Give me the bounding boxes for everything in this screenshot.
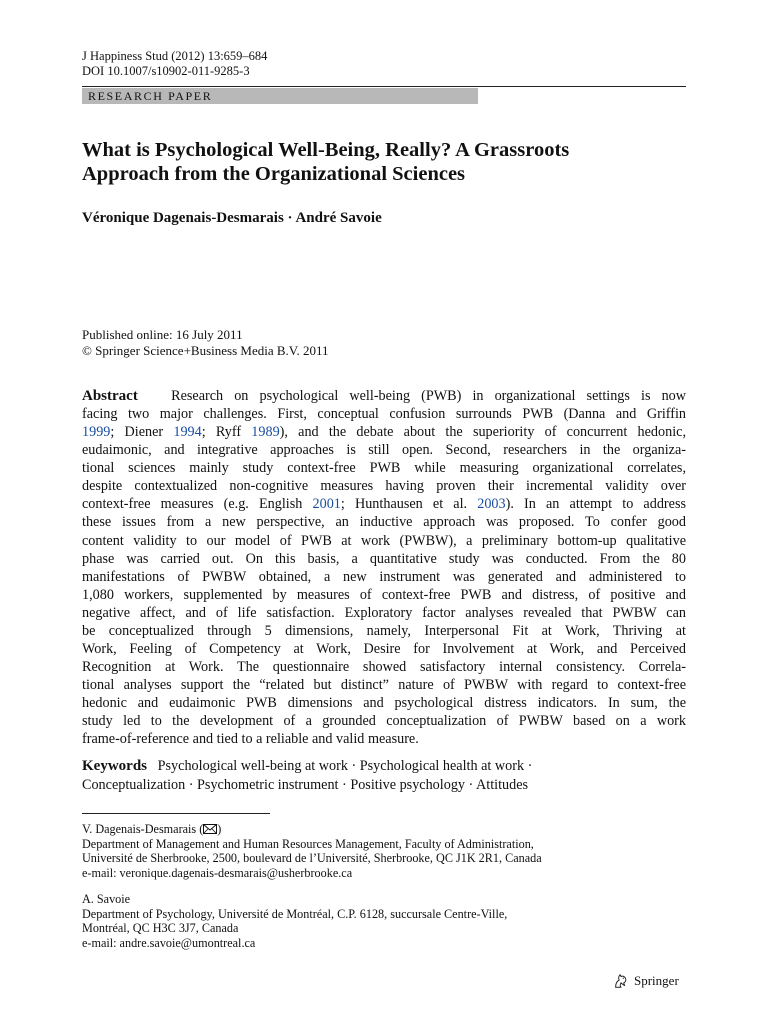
affiliation-department: Department of Psychology, Université de Montréal, C.P. 6128, succursale Centre-Ville, <box>82 906 508 921</box>
abstract-line <box>82 495 686 513</box>
abstract-line: 1,080 workers, supplemented by measures of context-free PWB and distress, of positive and <box>82 586 686 603</box>
published-online: Published online: 16 July 2011 <box>82 327 243 342</box>
publisher-name: Springer <box>634 973 679 988</box>
keywords-line <box>82 757 686 776</box>
authors: Véronique Dagenais-Desmarais · André Savoie <box>82 210 382 226</box>
publication-info <box>82 327 329 358</box>
affiliation-email[interactable]: e-mail: andre.savoie@umontreal.ca <box>82 935 256 950</box>
envelope-icon[interactable] <box>203 824 217 834</box>
abstract-line: negative affect, and of life satisfaction. Exploratory factor analyses revealed that PWBW can <box>82 604 686 621</box>
abstract-line: eudaimonic, and integrative approaches is still open. Second, researchers in the organiza- <box>82 442 686 459</box>
section-label: RESEARCH PAPER <box>82 88 478 104</box>
affiliation-name <box>82 822 542 837</box>
journal-reference: J Happiness Stud (2012) 13:659–684 <box>82 49 268 63</box>
keywords <box>82 757 686 795</box>
title-line: Approach from the Organizational Sciences <box>82 163 466 185</box>
header-rule <box>82 86 686 87</box>
abstract-line: be conceptualized through 5 dimensions, namely, Interpersonal Fit at Work, Thriving at <box>82 622 686 639</box>
keywords-heading: Keywords <box>82 758 147 774</box>
author-name: V. Dagenais-Desmarais ( <box>82 822 204 836</box>
keywords-line: Conceptualization · Psychometric instrument · Positive psychology · Attitudes <box>82 777 529 793</box>
citation-link[interactable]: 1989 <box>251 424 280 441</box>
abstract-line: despite contextualized non-cognitive measures having proven their incremental validity over <box>82 478 686 495</box>
abstract-line: tional analyses support the “related but distinct” nature of PWBW with regard to context-free <box>82 677 686 693</box>
abstract <box>82 387 686 748</box>
publisher-logo <box>612 972 679 990</box>
affiliation-address: Université de Sherbrooke, 2500, boulevard de l’Université, Sherbrooke, QC J1K 2R1, Canada <box>82 851 542 866</box>
abstract-text: ). In an attempt to address <box>505 496 686 513</box>
footnote-rule <box>82 813 270 814</box>
citation-link[interactable]: 2003 <box>477 496 506 513</box>
abstract-heading: Abstract <box>82 388 138 404</box>
abstract-line: tional sciences mainly study context-free PWB while measuring organizational correlates, <box>82 460 686 477</box>
abstract-text: ; Ryff <box>201 424 252 441</box>
abstract-line: Work, Feeling of Competency at Work, Desire for Involvement at Work, and Perceived <box>82 640 686 657</box>
copyright: © Springer Science+Business Media B.V. 2011 <box>82 342 329 358</box>
abstract-line: manifestations of PWBW obtained, a new instrument was generated and administered to <box>82 568 686 585</box>
affiliation-savoie <box>82 892 507 950</box>
author-name-suffix: ) <box>217 822 222 836</box>
affiliation-name: A. Savoie <box>82 892 131 906</box>
springer-horse-icon <box>612 972 630 990</box>
abstract-line: study led to the development of a grounded conceptualization of PWBW based on a work <box>82 713 686 730</box>
abstract-line: facing two major challenges. First, conceptual confusion surrounds PWB (Danna and Griffin <box>82 406 686 423</box>
affiliation-address: Montréal, QC H3C 3J7, Canada <box>82 921 239 936</box>
abstract-text: ), and the debate about the superiority of concurrent hedonic, <box>279 424 686 441</box>
affiliation-email[interactable]: e-mail: veronique.dagenais-desmarais@usherbrooke.ca <box>82 865 353 880</box>
abstract-line: phase was carried out. On this basis, a quantitative study was conducted. From the 80 <box>82 550 686 567</box>
citation-link[interactable]: 1999 <box>82 424 111 441</box>
abstract-text: context-free measures (e.g. English <box>82 496 313 513</box>
affiliation-dagenais <box>82 822 542 880</box>
abstract-line <box>82 423 686 441</box>
doi[interactable]: DOI 10.1007/s10902-011-9285-3 <box>82 64 250 78</box>
abstract-line: content validity to our model of PWB at work (PWBW), a preliminary bottom-up qualitative <box>82 532 686 549</box>
paper-title <box>82 138 686 186</box>
abstract-text: ; Hunthausen et al. <box>340 496 478 513</box>
keywords-text: Psychological well-being at work · Psychological health at work · <box>157 758 533 774</box>
abstract-line: these issues from a new perspective, an inductive approach was proposed. To confer good <box>82 514 686 531</box>
citation-link[interactable]: 2001 <box>312 496 341 513</box>
title-line: What is Psychological Well-Being, Really? A Grassroots <box>82 139 570 161</box>
journal-meta <box>82 49 267 79</box>
abstract-line <box>82 387 686 405</box>
abstract-text: ; Diener <box>110 424 174 441</box>
citation-link[interactable]: 1994 <box>173 424 202 441</box>
abstract-text: Research on psychological well-being (PWB) in organizational settings is now <box>171 388 686 404</box>
abstract-line: Recognition at Work. The questionnaire showed satisfactory internal consistency. Correla- <box>82 658 686 675</box>
abstract-line: hedonic and eudaimonic PWB dimensions and psychological distress indicators. In sum, the <box>82 695 686 712</box>
abstract-line: frame-of-reference and tied to a reliable and valid measure. <box>82 731 419 748</box>
affiliation-department: Department of Management and Human Resources Management, Faculty of Administration, <box>82 836 534 851</box>
